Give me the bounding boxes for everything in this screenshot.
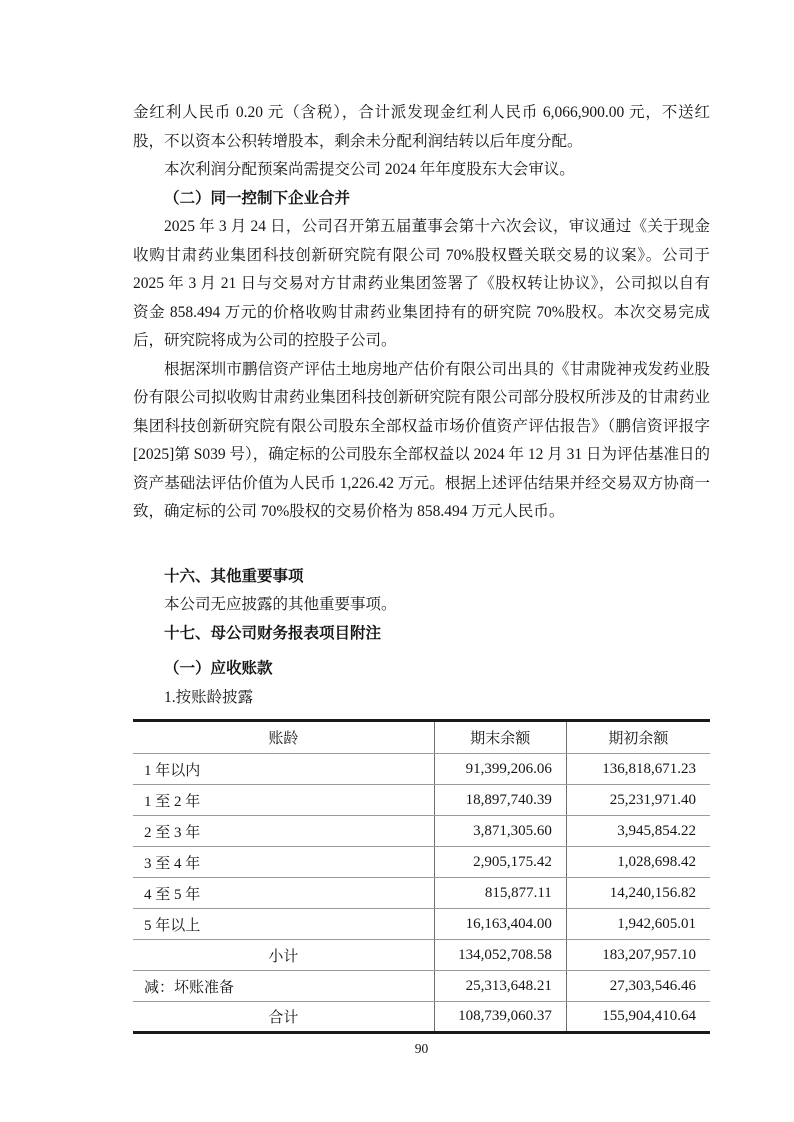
heading-section-17-parent-notes: 十七、母公司财务报表项目附注 — [164, 624, 382, 642]
aging-label: 2 至 3 年 — [133, 816, 434, 847]
ending-balance: 815,877.11 — [434, 878, 566, 909]
page-number: 90 — [414, 1041, 429, 1056]
paragraph-merger-valuation: 根据深圳市鹏信资产评估土地房地产估价有限公司出具的《甘肃陇神戎发药业股份有限公司拟收购甘肃药业集团科技创新研究院有限公司部分股权所涉及的甘肃药业集团科技创新研究院有限公司股东全部权益市场价值资产评估报告》（鹏信资评报字[2025]第 S039 号），确定标的公司股东全部权益以 2024 年 12 月 31 日为评估基准日的资产基础法评估价值为人民币 1,226.42 万元。根据上述评估结果并经交易双方协商一致，确定标的公司 70%股权的交易价格为 858.494 万元人民币。 — [133, 360, 710, 520]
beginning-balance: 136,818,671.23 — [566, 754, 710, 785]
table-row-subtotal — [133, 940, 710, 971]
page-content — [133, 99, 710, 1034]
beginning-balance: 3,945,854.22 — [566, 816, 710, 847]
beginning-balance: 25,231,971.40 — [566, 785, 710, 816]
table-row — [133, 847, 710, 878]
aging-header-beginning-balance: 期初余额 — [566, 721, 710, 754]
ending-balance: 91,399,206.06 — [434, 754, 566, 785]
ending-balance: 16,163,404.00 — [434, 909, 566, 940]
paragraph-dividend-continuation: 金红利人民币 0.20 元（含税），合计派发现金红利人民币 6,066,900.00 元，不送红股，不以资本公积转增股本，剩余未分配利润结转以后年度分配。 — [133, 104, 710, 150]
table-row — [133, 878, 710, 909]
beginning-balance: 1,942,605.01 — [566, 909, 710, 940]
aging-table — [133, 719, 710, 1034]
aging-label-subtotal: 小计 — [133, 940, 434, 971]
ending-balance: 134,052,708.58 — [434, 940, 566, 971]
subheading-aging-disclosure: 1.按账龄披露 — [164, 688, 254, 706]
table-row — [133, 909, 710, 940]
ending-balance: 2,905,175.42 — [434, 847, 566, 878]
aging-label: 4 至 5 年 — [133, 878, 434, 909]
beginning-balance: 155,904,410.64 — [566, 1002, 710, 1033]
table-row — [133, 816, 710, 847]
aging-label: 1 至 2 年 — [133, 785, 434, 816]
beginning-balance: 1,028,698.42 — [566, 847, 710, 878]
aging-label-total: 合计 — [268, 1010, 299, 1026]
aging-label: 3 至 4 年 — [133, 847, 434, 878]
aging-header-ending-balance: 期末余额 — [434, 721, 566, 754]
paragraph-merger-resolution: 2025 年 3 月 24 日，公司召开第五届董事会第十六次会议，审议通过《关于现金收购甘肃药业集团科技创新研究院有限公司 70%股权暨关联交易的议案》。公司于 2025 年 3 月 21 日与交易对方甘肃药业集团签署了《股权转让协议》，公司拟以自有资金 858.494 万元的价格收购甘肃药业集团持有的研究院 70%股权。本次交易完成后，研究院将成为公司的控股子公司。 — [133, 218, 710, 349]
ending-balance: 108,739,060.37 — [434, 1002, 566, 1033]
table-row — [133, 754, 710, 785]
table-row-bad-debt-provision — [133, 971, 710, 1002]
aging-label: 减：坏账准备 — [133, 971, 434, 1002]
ending-balance: 18,897,740.39 — [434, 785, 566, 816]
beginning-balance: 14,240,156.82 — [566, 878, 710, 909]
heading-accounts-receivable: （一）应收账款 — [164, 660, 273, 677]
paragraph-other-matters: 本公司无应披露的其他重要事项。 — [164, 596, 397, 613]
aging-label: 5 年以上 — [133, 909, 434, 940]
table-row — [133, 785, 710, 816]
beginning-balance: 183,207,957.10 — [566, 940, 710, 971]
aging-table-header-row — [133, 721, 710, 754]
ending-balance: 25,313,648.21 — [434, 971, 566, 1002]
ending-balance: 3,871,305.60 — [434, 816, 566, 847]
paragraph-dividend-review: 本次利润分配预案尚需提交公司 2024 年年度股东大会审议。 — [164, 161, 575, 178]
aging-header-label: 账龄 — [133, 721, 434, 754]
aging-label: 1 年以内 — [133, 754, 434, 785]
heading-section-16-other-matters: 十六、其他重要事项 — [164, 567, 304, 585]
heading-merger-under-common-control: （二）同一控制下企业合并 — [164, 189, 351, 207]
beginning-balance: 27,303,546.46 — [566, 971, 710, 1002]
table-row-total — [133, 1002, 710, 1033]
